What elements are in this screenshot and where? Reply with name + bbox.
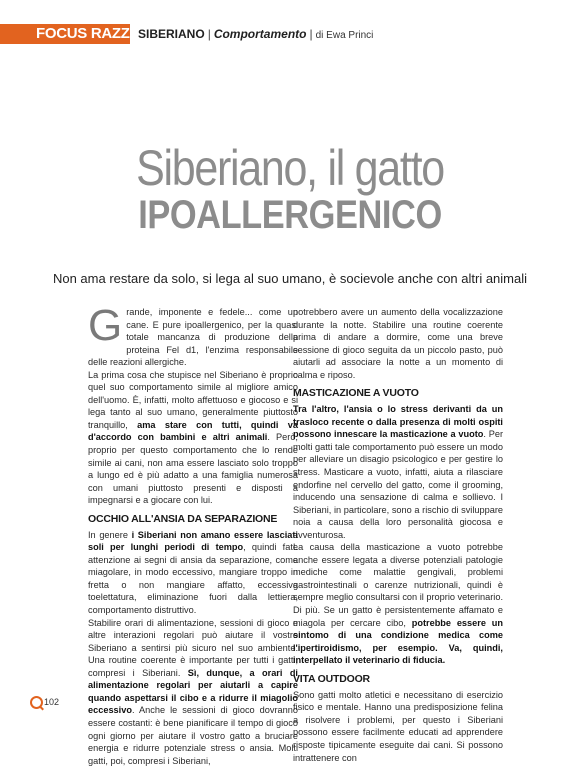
- author-label: di Ewa Princi: [315, 30, 374, 41]
- right-column: [293, 306, 503, 764]
- paragraph: Stabilire orari di alimentazione, sessioni di gioco e altre interazioni regolari può aiutare il vostro Siberiano a sentirsi più sicuro nel suo ambiente. Una routine coerente è importante per tutti i gatti, compresi i Siberiani. Sì, dunque, a orari di alimentazione regolari per aiutarli a capire quando aspettarsi il cibo e a ridurre il miagolio eccessivo. Anche le sessioni di gioco dovranno essere costanti: è bene pianificare il tempo di gioco ogni giorno per aiutare il vostro gatto a bruciare energia e ridurre potenziale stress o ansia. Molti gatti, poi, compresi i Siberiani,: [88, 617, 298, 766]
- section-heading: VITA OUTDOOR: [293, 672, 370, 685]
- page-number: 102: [30, 696, 59, 709]
- drop-cap: G: [88, 301, 123, 350]
- magazine-logo-icon: [30, 696, 43, 709]
- article-subtitle: Non ama restare da solo, si lega al suo umano, è socievole anche con altri animali: [52, 271, 528, 286]
- intro-paragraph: Grande, imponente e fedele... come un cane. E pure ipoallergenico, per la quasi totale mancanza di produzione della proteina Fel d1, l'enzima responsabile delle reazioni allergiche.: [88, 301, 298, 368]
- header-breadcrumb: SIBERIANO | Comportamento | di Ewa Princi: [138, 27, 374, 41]
- paragraph: Sono gatti molto atletici e necessitano di esercizio fisico e mentale. Hanno una predisposizione felina a risolvere i problemi, per questo i Siberiani possono essere facilmente educati ad apprendere risposte tipicamente eseguite dai cani. Si possono intrattenere con: [293, 689, 503, 763]
- article-title-line2: IPOALLERGENICO: [138, 193, 442, 237]
- section-heading: MASTICAZIONE A VUOTO: [293, 387, 419, 400]
- left-column: [88, 301, 298, 767]
- breed-label: SIBERIANO: [138, 27, 205, 41]
- paragraph: Tra l'altro, l'ansia o lo stress derivanti da un trasloco recente o dalla presenza di molti ospiti possono innescare la masticazione a vuoto. Per molti gatti tale comportamento può essere un modo per alleviare un disagio psicologico e per gestire lo stress. Masticare a vuoto, infatti, aiuta a rilasciare endorfine nel cervello del gatto, come il grooming, inducendo una sensazione di calma e sollievo. I Siberiani, in particolare, sono a rischio di sviluppare noia a causa della loro personalità giocosa e avventurosa.: [293, 404, 504, 540]
- topic-label: Comportamento: [213, 27, 307, 41]
- article-title-line1: Siberiano, il gatto: [136, 140, 444, 196]
- paragraph: potrebbero avere un aumento della vocalizzazione durante la notte. Stabilire una routine coerente prima di andare a dormire, come una breve sessione di gioco seguita da un piccolo pasto, può aiutarli ad associare la notte a un momento di calma e riposo.: [293, 307, 503, 380]
- paragraph: In genere i Siberiani non amano essere lasciati soli per lunghi periodi di tempo, quindi fate attenzione ai segni di ansia da separazione, come miagolare, in modo eccessivo, mangiare troppo in fretta o non mangiare affatto, eccessiva toelettatura, eliminazione fuori dalla lettiera, comportamento distruttivo.: [88, 529, 298, 616]
- section-heading: OCCHIO ALL'ANSIA DA SEPARAZIONE: [88, 512, 278, 525]
- section-label: FOCUS RAZZE: [36, 25, 140, 42]
- paragraph: La prima cosa che stupisce nel Siberiano è proprio quel suo comportamento simile al migliore amico dell'uomo. È, infatti, molto affettuoso e giocoso e si lega tanto al suo umano, generalmente piuttosto tranquillo, ama stare con tutti, quindi va d'accordo con bambini e altri animali. Però, proprio per questo comportamento che lo rende simile ai cani, non ama essere lasciato solo troppo a lungo ed è più adatto a una famiglia numerosa con umani piuttosto presenti e disposti a impegnarsi e a giocare con lui.: [88, 369, 298, 506]
- paragraph: La causa della masticazione a vuoto potrebbe anche essere legata a diverse potenziali patologie mediche come malattie gengivali, problemi gastrointestinali o carenze nutrizionali, quindi è sempre meglio consultarsi con il proprio veterinario. Di più. Se un gatto è persistentemente affamato e miagola per cercare cibo, potrebbe essere un sintomo di una condizione medica come l'ipertiroidismo, per esempio. Va, quindi, interpellato il veterinario di fiducia.: [293, 542, 503, 666]
